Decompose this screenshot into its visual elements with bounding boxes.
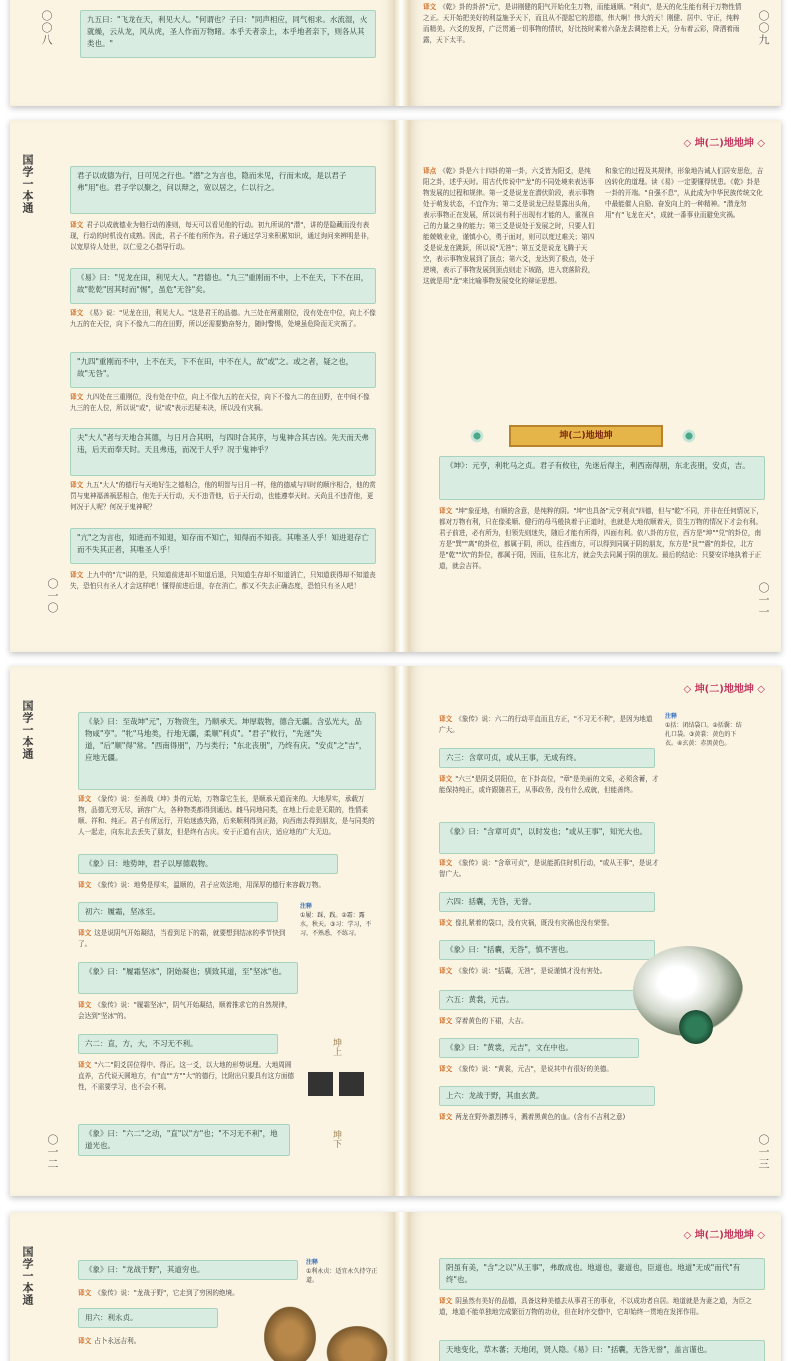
page-number: 〇〇九 [757, 10, 770, 46]
translation-paragraph: 译文 两龙在野外激烈搏斗，溅着黑黄色的血。(含有不吉利之意) [439, 1113, 626, 1121]
classic-text-box: 《象》曰："黄裳，元吉"，文在中也。 [439, 1038, 639, 1058]
translation-paragraph: 译文 《象传》说：地势是厚实，温顺的，君子应效法地，用深厚的德行来容载万物。 [78, 881, 325, 889]
translation-paragraph: 译文 《乾》卦的卦辞"元"，是讲刚健的阳气开始化生万物，而能通顺。"利贞"，是天的化生能有利于万物性情之正。天开始把美好的利益施予天下，而且从不提起它的恩德，伟大啊！伟大的天！刚健、居中、守正，纯粹而精美。六爻的发挥，广泛贯通一切事物的情状，好比按时乘着六条龙去调控着上天，分布着云彩，降洒着雨露，天下太平。 [423, 3, 742, 44]
translation-paragraph: 译文 阴虽然有美好的品德，具备这种美德去从事君王的事业，不以成功者自居。地道就是为妻之道，为臣之道，地道不能单独地完成繁衍万物的功业，但在时序交替中，它却始终一贯地在发挥作用。 [439, 1297, 752, 1316]
book-spread-4 [10, 1212, 781, 1361]
classic-text-box: 《易》曰："见龙在田，利见大人。"君德也。"九三"重刚而不中，上不在天，下不在田，故"乾乾"因其时而"惕"，虽危"无咎"矣。 [70, 268, 376, 304]
book-title-sidebar: 国学一本通 [21, 1246, 34, 1306]
section-banner: 坤(二)地地坤 [509, 425, 663, 447]
classic-text-box: 《象》曰："履霜坚冰"，阴始凝也；驯致其道，至"坚冰"也。 [78, 962, 298, 994]
book-title-sidebar: 国学一本通 [21, 700, 34, 760]
translation-paragraph: 译文 这是说阴气开始凝结，当看到足下的霜，就要想到结冰的季节快到了。 [78, 929, 286, 948]
classic-text-box: 《象》曰："六二"之动，"直"以"方"也；"不习无不利"，地道光也。 [78, 1124, 290, 1156]
right-page [409, 120, 781, 652]
translation-paragraph: 译文 九五"大人"的德行与天地好生之德相合，他的明智与日月一样，他的德威与四时的顺序相合，他的赏罚与鬼神福善祸恶相合，他先于天行动，天不违背他，后于天行动，也能遵奉天时。天尚且不违背他，更何况于人呢？何况于鬼神呢？ [70, 481, 376, 511]
translation-paragraph: 译文 《象传》说："履霜坚冰"，阴气开始凝结，顺着推求它的自然规律，会达到"坚冰"的。 [78, 1001, 292, 1020]
chapter-header-tag: ◇ 坤(二)地地坤 ◇ [683, 138, 765, 149]
classic-text-box: 《象》曰："含章可贞"，以时发也；"或从王事"，知光大也。 [439, 822, 655, 854]
classic-text-box: 《坤》：元亨，利牝马之贞。君子有攸往，先迷后得主，利西南得朋，东北丧朋，安贞，吉。 [439, 456, 765, 500]
classic-text-box: 用六：利永贞。 [78, 1308, 218, 1328]
page-number: 〇〇八 [40, 10, 53, 46]
right-page [409, 1212, 781, 1361]
annotation-note: 注释 ①利永贞：适宜永久持守正道。 [306, 1259, 378, 1284]
ornament-right-icon [681, 428, 697, 444]
goat-illustration [260, 1302, 320, 1361]
gutter [395, 0, 409, 106]
chapter-header-tag: ◇ 坤(二)地地坤 ◇ [683, 1230, 765, 1241]
classic-text-box: "九四"重刚而不中，上不在天，下不在田，中不在人，故"或"之。或之者，疑之也，故"无咎"。 [70, 352, 376, 388]
right-page [409, 0, 781, 106]
classic-text-box: 六五：黄裳，元吉。 [439, 990, 639, 1010]
book-spread-3 [10, 666, 781, 1196]
analysis-column: 和象它的过程及其规律，形象地告诫人们居安思危，吉凶转化的道理。读《易》一定要懂得忧患。《乾》卦是一卦的开端。"自强不息"，从此成为中华民族传统文化中最能催人自励、奋发向上的一种精神。"潜龙勿用"有"飞龙在天"，成就一番事业而避免灾祸。 [605, 167, 764, 219]
annotation-note: 注释 ①括：闭结袋口。②括囊：结扎口袋。③黄裳：黄色的下衣。④玄黄：赤黑黄色。 [665, 713, 742, 747]
analysis-column: 译点 《乾》卦是六十四卦的第一卦，六爻皆为阳爻，是纯阳之卦，述乎天时。用古代传说中"龙"的不同处境来表达事物发展的过程和规律。第一爻是说龙在潜伏阶段，表示事物处于萌发状态，不宜作为；第二爻是说龙已经显露出头角，表示事物正在发展，所以说有利于出现有才能的人，重视自己的力量之身的能力；第三爻是说处于发展之时，只要人们能兢兢业业，谨慎小心，勇于面对，则可以度过难关；第四爻是说龙在跳跃，所以说"无咎"；第五爻是说龙飞腾于天空，表示事物发展到了顶点；第六爻，龙达到了极点，处于逆境，表示了事物发展到顶点则走下坡路，进入衰落阶段，这就是用"龙"来比喻事物发展变化的辩证思想。 [423, 167, 595, 285]
classic-text-box: 夫"大人"者与天地合其德，与日月合其明，与四时合其序，与鬼神合其吉凶。先天而天弗违，后天而奉天时。天且弗违，而况于人乎？况于鬼神乎？ [70, 428, 376, 476]
translation-paragraph: 译文 《彖传》说：至善哉《坤》卦的元始，万物靠它生长，是顺承天道而来的。大地厚实，承载万物，品德无穷无尽，涵容广大，各种物类都得到通达。雌马同地同类，在地上行走是无限的，性情柔顺、祥和、纯正。君子有所远行，开始迷惑失路，后来顺利得到正路，向西南去得到朋友，是与同类的人一起走，向东北去丢失了朋友，但是终有吉庆。安于正道有吉庆，适应地的广大无边。 [78, 795, 375, 836]
translation-paragraph: 译文 《象传》说："括囊，无咎"，是说谨慎才没有害处。 [439, 967, 607, 975]
page-number: 〇一一 [757, 582, 770, 618]
duck-head-illustration [679, 1010, 713, 1044]
translation-paragraph: 译文 "六二"阴爻居位得中、得正。这一爻，以大地的形势说理。大地周圆直养，古代说天圆地方，有"直""方""大"的德行，比附出只要具有这方面德性，不需要学习，也不会不利。 [78, 1061, 295, 1091]
ornament-left-icon [469, 428, 485, 444]
left-page [10, 666, 395, 1196]
translation-paragraph: 译文 占卜永远吉利。 [78, 1337, 141, 1345]
translation-paragraph: 译文 君子以成就德业为他行动的准则，每天可以看见他的行动。初九所说的"潜"，讲的是隐藏而没有表现，行动的时机没有成熟。因此，君子不能有所作为。君子通过学习来积累知识，通过询问来辨明是非，以宽厚待人处世，以仁爱之心指导行动。 [70, 221, 374, 251]
annotation-note: 注释 ①履：踩，践。②霜：露水，秋天。③习：学习，不习，不熟悉，不练习。 [300, 903, 372, 937]
classic-text-box: 阴虽有美，"含"之以"从王事"，弗敢成也。地道也，妻道也，臣道也。地道"无成"而代"有终"也。 [439, 1258, 765, 1290]
translation-paragraph: 译文 穿着黄色的下裙，大吉。 [439, 1017, 528, 1025]
translation-paragraph: 译文 "六三"是阴爻居阳位，在下卦高位，"章"是美丽的文采，必须含蓄，才能保持纯正，或许跟随君王，从事政务，没有什么成就，但能善终。 [439, 775, 659, 794]
gutter [395, 666, 409, 1196]
classic-text-box: 《象》曰："括囊，无咎"，慎不害也。 [439, 940, 655, 960]
right-page [409, 666, 781, 1196]
classic-text-box: 六三：含章可贞，或从王事，无成有终。 [439, 748, 655, 768]
left-page [10, 120, 395, 652]
page-number: 〇一二 [46, 1134, 59, 1170]
hexagram-upper-label: 坤上 [331, 1038, 341, 1056]
classic-text-box: 君子以成德为行，日可见之行也。"潜"之为言也，隐而未见，行而未成，是以君子弗"用"也。君子学以聚之，问以辩之，宽以居之，仁以行之。 [70, 166, 376, 214]
kun-hexagram-icon [308, 1072, 364, 1096]
gutter [395, 1212, 409, 1361]
translation-paragraph: 译文 《易》说："见龙在田，利见大人。"这是君王的品德。九三处在两重刚位，没有处在中位，向上不像九五的在天位，向下不像九二的在田野，所以还需要勤奋努力，随时警惕，处境虽危险而无灾祸了。 [70, 309, 376, 328]
book-spread-1 [10, 0, 781, 106]
translation-paragraph: 译文 "坤"象征地，有顺的含意，是纯粹的阴。"坤"也具备"元亨利贞"四德，但与"乾"不同，并非在任何情况下，都对万物有利，只在像柔顺、健行的母马般执着于正道时，也就是大地依顺着天，资生万物的情况下才会有利。君子前进，必有所为，但领先则迷失，随后才能有所得，四面有利。依八卦的方位，西方是"坤""兑"的卦位，南方是"巽""离"的卦位，都属于阴，所以，往西南方，可以得到同属于阴的朋友，东方是"艮""震"的卦位，北方是"乾""坎"的卦位，都属于阳，因而，往东北方，就会失去同属于阴的朋友。最后的结论：只要安详地执着于正道，就会吉祥。 [439, 507, 763, 570]
translation-paragraph: 译文 《象传》说："龙战于野"，它走到了穷困的绝境。 [78, 1289, 239, 1297]
translation-paragraph: 译文 像扎紧着的袋口，没有灾祸，既没有灾祸也没有荣誉。 [439, 919, 614, 927]
classic-text-box: 九五曰："飞龙在天，利见大人。"何谓也？子曰："同声相应，同气相求。水流湿，火就燥，云从龙，风从虎，圣人作而万物睹。本乎天者亲上，本乎地者亲下，则各从其类也。" [80, 10, 376, 58]
page-number: 〇一三 [757, 1134, 770, 1170]
classic-text-box: 六二：直，方，大，不习无不利。 [78, 1034, 278, 1054]
translation-paragraph: 译文 上九中的"亢"讲的是，只知道前进却不知道后退，只知道生存却不知道消亡，只知道获得却不知道丧失，恐怕只有圣人才会这样吧！懂得前进后退，存在消亡，都又不失去正确态度，恐怕只有圣人吧！ [70, 571, 376, 590]
book-spread-2 [10, 120, 781, 652]
left-page [10, 1212, 395, 1361]
page-number: 〇一〇 [46, 578, 59, 614]
classic-text-box: "亢"之为言也，知进而不知退，知存而不知亡，知得而不知丧。其唯圣人乎！知进退存亡而不失其正者，其唯圣人乎！ [70, 528, 376, 564]
hexagram-lower-label: 坤下 [331, 1130, 341, 1148]
translation-paragraph: 译文 九四处在三重刚位，没有处在中位，向上不像九五的在天位，向下不像九二的在田野，在中间不像九三的在人位，所以说"或"，说"或"表示迟疑未决，所以没有灾祸。 [70, 393, 370, 412]
translation-paragraph: 译文 《象传》说："黄裳，元吉"，是说其中有很好的美德。 [439, 1065, 613, 1073]
gutter [395, 120, 409, 652]
classic-text-box: 《象》曰：地势坤，君子以厚德载物。 [78, 854, 338, 874]
classic-text-box: 六四：括囊，无咎，无誉。 [439, 892, 655, 912]
classic-text-box: 《彖》曰：至哉坤"元"，万物资生，乃顺承天。坤厚载物，德合无疆。含弘光大，品物咸"亨"。"牝"马地类，行地无疆，柔顺"利贞"。"君子"攸行，"先迷"失道，"后"顺"得"常。"西南得朋"，乃与类行；"东北丧朋"，乃终有庆。"安贞"之"吉"，应地无疆。 [78, 712, 376, 790]
translation-label: 译文 [423, 3, 437, 11]
left-page [10, 0, 395, 106]
book-title-sidebar: 国学一本通 [21, 154, 34, 214]
classic-text-box: 初六：履霜，坚冰至。 [78, 902, 278, 922]
classic-text-box: 《象》曰："龙战于野"，其道穷也。 [78, 1260, 298, 1280]
translation-paragraph: 译文 《象传》说：六二的行动平直而且方正，"不习无不利"，是因为地道广大。 [439, 715, 653, 734]
classic-text-box: 上六：龙战于野，其血玄黄。 [439, 1086, 655, 1106]
analysis-label: 译点 [423, 167, 437, 175]
translation-paragraph: 译文 《象传》说："含章可贞"，是说能抓住时机行动，"或从王事"，是说才智广大。 [439, 859, 659, 878]
goat-illustration [322, 1322, 392, 1361]
classic-text-box: 天地变化，草木蕃；天地闭，贤人隐。《易》曰："括囊，无咎无誉"，盖言谨也。 [439, 1340, 765, 1361]
chapter-header-tag: ◇ 坤(二)地地坤 ◇ [683, 684, 765, 695]
